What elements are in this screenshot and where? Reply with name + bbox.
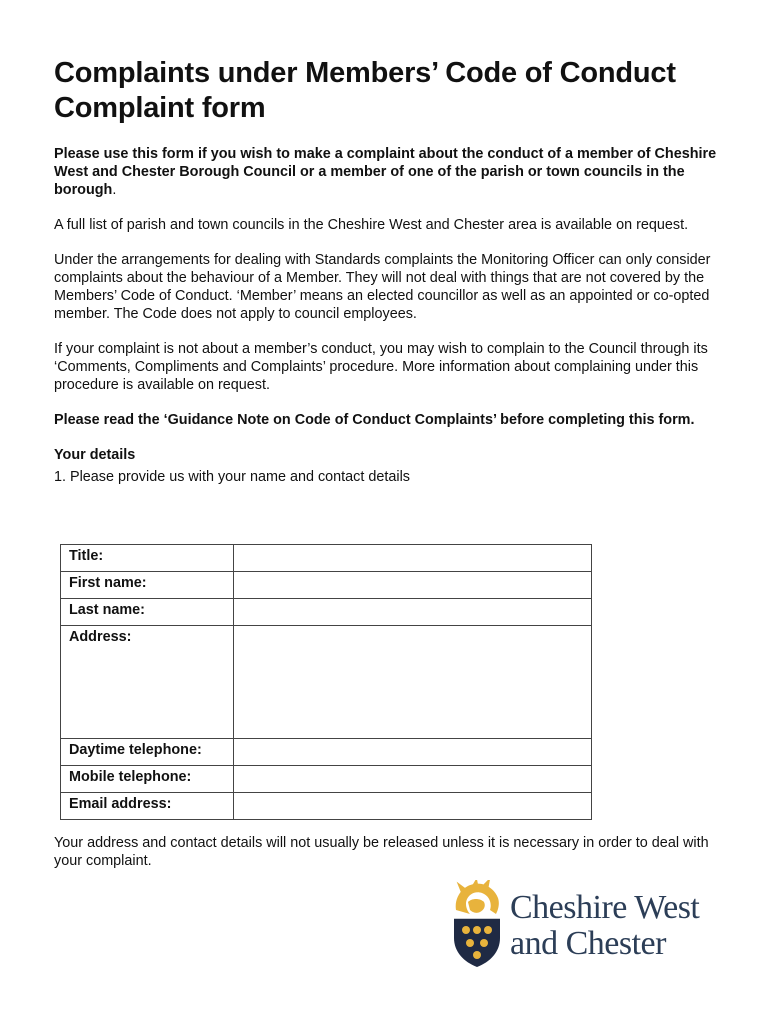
title-line-2: Complaint form (54, 92, 266, 124)
address-field[interactable] (234, 626, 592, 739)
question-1: 1. Please provide us with your name and contact details (54, 469, 410, 485)
table-row-daytime-telephone (61, 739, 592, 766)
document-page (54, 56, 722, 486)
email-address-field[interactable] (234, 793, 592, 820)
table-row-last-name (61, 599, 592, 626)
logo-line-1: Cheshire West (510, 889, 700, 926)
last-name-field[interactable] (234, 599, 592, 626)
parish-list-paragraph: A full list of parish and town councils in the Cheshire West and Chester area is available on request. (54, 217, 689, 233)
arrangements-paragraph: Under the arrangements for dealing with Standards complaints the Monitoring Officer can only consider complaints about the behaviour of a Member. They will not deal with things that are not covered by the Members’ Code of Conduct. ‘Member’ means an elected councillor as well as an appointed or co-opted member. The Code does not apply to council employees. (54, 252, 711, 322)
table-row-email-address (61, 793, 592, 820)
page-title (54, 56, 722, 126)
guidance-note-paragraph: Please read the ‘Guidance Note on Code of Conduct Complaints’ before completing this form. (54, 412, 695, 428)
table-row-title (61, 545, 592, 572)
section-heading-your-details: Your details (54, 447, 136, 463)
council-logo (450, 880, 720, 970)
last-name-label: Last name: (61, 599, 234, 626)
table-row-first-name (61, 572, 592, 599)
daytime-telephone-field[interactable] (234, 739, 592, 766)
daytime-telephone-label: Daytime telephone: (61, 739, 234, 766)
council-crest-icon (450, 880, 504, 968)
first-name-field[interactable] (234, 572, 592, 599)
email-address-label: Email address: (61, 793, 234, 820)
intro-bold-text: Please use this form if you wish to make a complaint about the conduct of a member of Cheshire West and Chester Borough Council or a member of one of the parish or town councils in the borough (54, 146, 717, 198)
table-row-address (61, 626, 592, 739)
title-line-1: Complaints under Members’ Code of Conduct (54, 57, 676, 89)
council-logo-text (510, 890, 699, 962)
mobile-telephone-field[interactable] (234, 766, 592, 793)
intro-paragraph (54, 145, 722, 199)
mobile-telephone-label: Mobile telephone: (61, 766, 234, 793)
not-conduct-paragraph: If your complaint is not about a member’s conduct, you may wish to complain to the Council through its ‘Comments, Compliments and Complaints’ procedure. More information about complaining under this procedure is available on request. (54, 341, 708, 393)
contact-details-table (60, 544, 592, 820)
table-row-mobile-telephone (61, 766, 592, 793)
footer-note: Your address and contact details will not usually be released unless it is necessary in order to deal with your complaint. (54, 835, 709, 869)
first-name-label: First name: (61, 572, 234, 599)
address-label: Address: (61, 626, 234, 739)
title-label: Title: (61, 545, 234, 572)
title-field[interactable] (234, 545, 592, 572)
intro-period: . (112, 182, 117, 198)
logo-line-2: and Chester (510, 925, 666, 962)
